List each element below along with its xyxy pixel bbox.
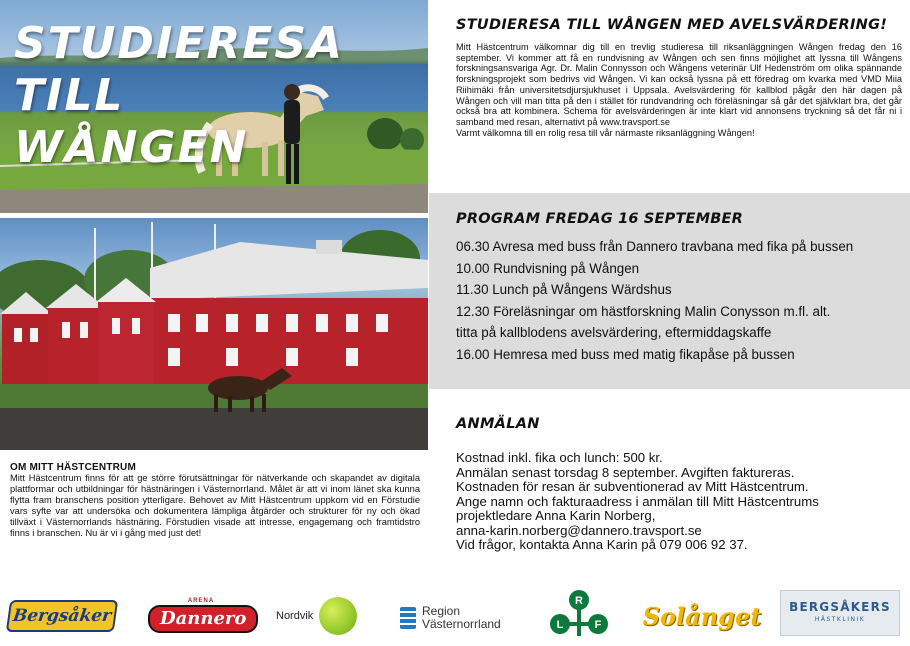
registration-line: Kostnad inkl. fika och lunch: 500 kr. (456, 450, 663, 465)
dannero-logo (148, 598, 254, 632)
hero-photo (0, 0, 428, 213)
program-section (429, 193, 910, 389)
nordvik-logo-text: Nordvik (276, 610, 314, 622)
intro-text (456, 42, 902, 138)
program-item: titta på kallblodens avelsvärdering, eftermiddagskaffe (456, 325, 772, 340)
intro-closing: Varmt välkomna till en rolig resa till vår närmaste riksanläggning Wången! (456, 127, 755, 138)
region-logo-text (422, 605, 501, 631)
nordvik-circle-icon (319, 597, 357, 635)
lrf-emblem-icon (548, 586, 610, 642)
lrf-letter-l: L (556, 619, 564, 631)
about-heading: OM MITT HÄSTCENTRUM (10, 462, 137, 473)
bergsaker-logo (6, 600, 118, 632)
intro-paragraph: Mitt Hästcentrum välkomnar dig till en trevlig studieresa till riksanläggningen Wången fredag den 16 september. Vi kommer att få en rundvisning av Wången och sen finns möjlighet att lyssna till Wångens forskningsansvariga Agr. Dr. Malin Connysson och Wångens veterinär Ulf Hedenström om olika spännande forskningsprojekt som bedrivs vid Wången. Vi kan också lyssna på ett föredrag om kvarka med VMD Miia Riihimäki från universitetsdjursjukhuset i Uppsala. Avelsvärdering för kallblod pågår den här dagen på Wången och vill man titta på den i stället för rundvandring och föreläsningar så går det självklart bra, det går också bra att kombinera. Schema för avelsvärderingen är inte klart vid annonsens tryckning så det får ni i samband med resan, alternativt på www.travsport.se (456, 42, 902, 127)
registration-line: Kostnaden för resan är subventionerad av Mitt Hästcentrum. (456, 479, 809, 494)
registration-title: ANMÄLAN (456, 416, 540, 432)
region-vasternorrland-logo (400, 603, 518, 633)
registration-line: Vid frågor, kontakta Anna Karin på 079 006 92 37. (456, 537, 748, 552)
program-item: 12.30 Föreläsningar om hästforskning Malin Conysson m.fl. alt. (456, 303, 831, 319)
hero-title (14, 18, 424, 174)
bergsakers-hastklinik-logo (780, 590, 900, 636)
solanget-logo-text: Solånget (642, 601, 762, 631)
lrf-logo (548, 586, 610, 642)
region-logo-line2: Västernorrland (422, 617, 501, 631)
bergsaker-logo-text: Bergsåker (11, 606, 113, 626)
hastklinik-logo-text: HÄSTKLINIK (814, 616, 866, 623)
program-item: 16.00 Hemresa med buss med matig fikapåse på bussen (456, 346, 795, 362)
about-text: Mitt Hästcentrum finns för att ge större förutsättningar för nätverkande och skapandet av digitala plattformar och utbildningar för hästnäringen i Västernorrland. Målet är att vi inom länet ska kunna flytta fram branschens position ytterligare. Behovet av Mitt Hästcentrum uppkom vid en Förstudie vars syfte var att undersöka och dokumentera lämpliga åtgärder och strukturer för ny och ökad tillväxt i Västernorrlands hästnäring. Förstudien visade att intresse, engagemang och framtidstro finns i branschen. Nu är vi i gång med just det! (10, 473, 420, 538)
program-title: PROGRAM FREDAG 16 SEPTEMBER (456, 211, 744, 227)
registration-section (456, 415, 902, 553)
program-item: 06.30 Avresa med buss från Dannero travbana med fika på bussen (456, 239, 854, 254)
intro-section (456, 16, 902, 138)
hero-title-line1: STUDIERESA TILL (14, 18, 345, 121)
farm-photo (0, 218, 428, 450)
bergsakers-logo-text: BERGSÅKERS (789, 600, 891, 614)
lrf-letter-r: R (575, 595, 583, 607)
hero-title-line2: WÅNGEN (14, 122, 249, 173)
main-title: STUDIERESA TILL WÅNGEN MED AVELSVÄRDERING! (456, 17, 888, 33)
region-wave-icon (400, 607, 416, 629)
registration-line: projektledare Anna Karin Norberg, (456, 508, 656, 523)
registration-line: Anmälan senast torsdag 8 september. Avgiften faktureras. (456, 464, 795, 480)
region-logo-line1: Region (422, 604, 461, 618)
nordvik-logo (276, 596, 368, 636)
about-section (10, 462, 420, 539)
dannero-logo-small: ARENA (187, 598, 215, 604)
farm-buildings (0, 218, 428, 450)
solanget-logo (640, 598, 764, 634)
registration-line: Ange namn och fakturaadress i anmälan till Mitt Hästcentrums (456, 493, 819, 509)
program-item: 11.30 Lunch på Wångens Wärdshus (456, 282, 672, 297)
dannero-logo-text: Dannero (148, 605, 258, 633)
lrf-letter-f: F (594, 619, 602, 631)
registration-email[interactable]: anna-karin.norberg@dannero.travsport.se (456, 522, 702, 538)
program-item: 10.00 Rundvisning på Wången (456, 260, 640, 276)
